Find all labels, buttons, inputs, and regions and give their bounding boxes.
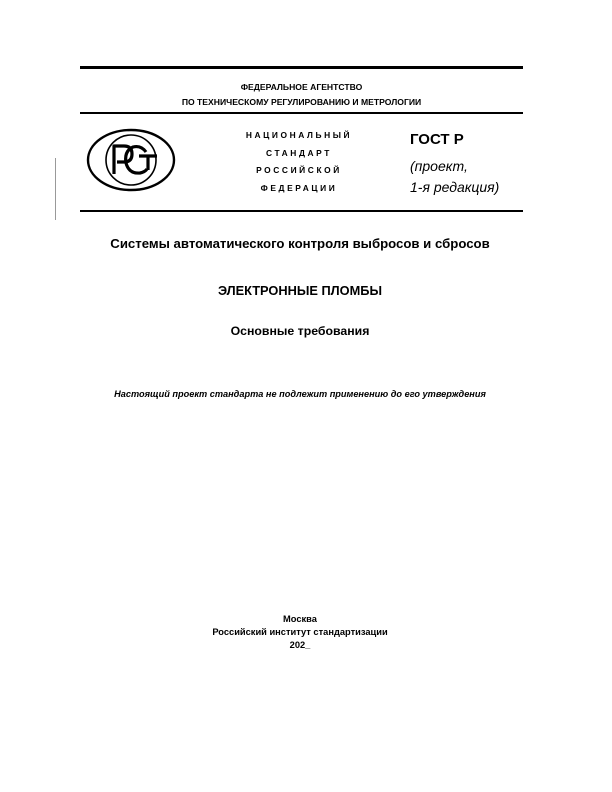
header-divider [80, 112, 523, 114]
draft-notice: Настоящий проект стандарта не подлежит применению до его утверждения [114, 389, 486, 399]
header-bottom-rule [80, 210, 523, 212]
agency-line-1: ФЕДЕРАЛЬНОЕ АГЕНТСТВО [240, 82, 363, 92]
draft-edition-status [410, 156, 499, 198]
publication-year: 202_ [289, 640, 311, 650]
national-line-1: НАЦИОНАЛЬНЫЙ [245, 130, 353, 140]
document-subtitle: ЭЛЕКТРОННЫЕ ПЛОМБЫ [217, 283, 383, 298]
edition-line-1: (проект, [410, 158, 468, 174]
agency-line-2: ПО ТЕХНИЧЕСКОМУ РЕГУЛИРОВАНИЮ И МЕТРОЛОГИИ [181, 97, 422, 107]
national-line-4: ФЕДЕРАЦИИ [260, 182, 338, 193]
edition-line-2: 1-я редакция) [410, 179, 500, 195]
national-line-3: РОССИЙСКОЙ [256, 165, 342, 175]
agency-header [80, 80, 523, 110]
scan-edge-mark [55, 158, 56, 220]
top-rule [80, 66, 523, 69]
pct-certification-mark-icon [86, 128, 176, 192]
national-standard-block [236, 127, 362, 197]
publication-info [150, 613, 450, 652]
document-title: Системы автоматического контроля выбросов и сбросов [110, 236, 490, 251]
national-line-2: СТАНДАРТ [266, 147, 332, 158]
document-part-title: Основные требования [230, 324, 370, 338]
publication-city: Москва [283, 614, 317, 624]
standard-code: ГОСТ Р [410, 131, 464, 148]
publisher-name: Российский институт стандартизации [212, 627, 388, 637]
